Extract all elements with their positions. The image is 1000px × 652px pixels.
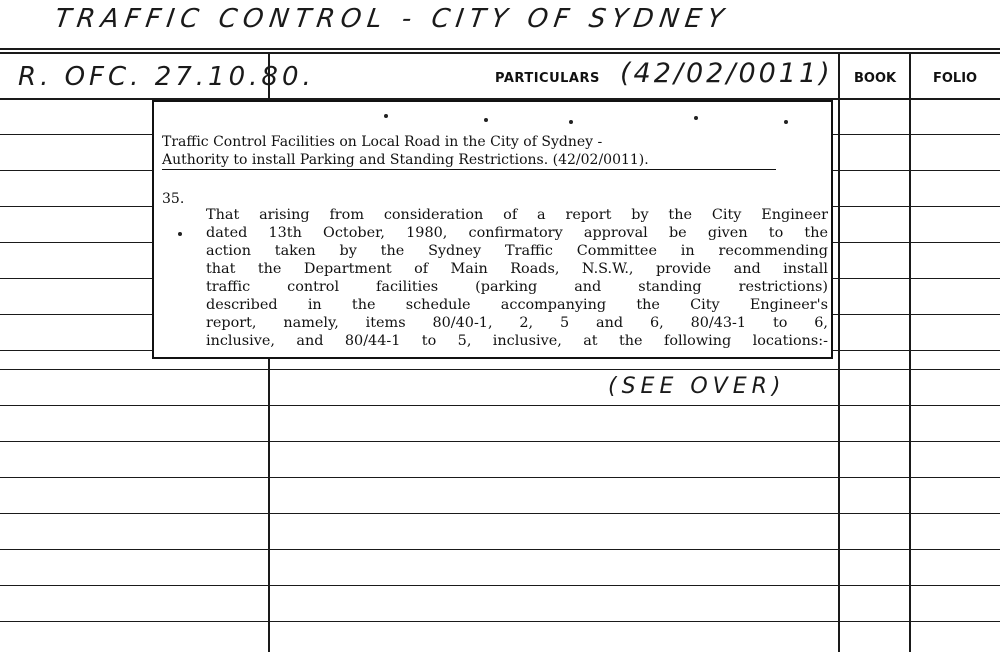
body-line: traffic control facilities (parking and standing restrictions) xyxy=(206,279,828,295)
particulars-label: PARTICULARS xyxy=(495,71,600,86)
scan-speck xyxy=(384,114,388,118)
scan-speck xyxy=(784,120,788,124)
see-over-note: (SEE OVER) xyxy=(608,374,786,399)
heading-underline xyxy=(162,169,776,170)
clipping-heading-line2: Authority to install Parking and Standing Restrictions. (42/02/0011). xyxy=(162,152,649,168)
scan-speck xyxy=(178,232,182,236)
clipping-body xyxy=(206,206,828,350)
body-line: described in the schedule accompanying the City Engineer's xyxy=(206,297,828,313)
pasted-clipping xyxy=(152,100,833,359)
body-line: That arising from consideration of a report by the City Engineer xyxy=(206,207,828,223)
body-line: action taken by the Sydney Traffic Committee in recommending xyxy=(206,243,828,259)
body-line: inclusive, and 80/44-1 to 5, inclusive, at the following locations:- xyxy=(206,333,828,349)
body-line: dated 13th October, 1980, confirmatory approval be given to the xyxy=(206,225,828,241)
card-title: TRAFFIC CONTROL - CITY OF SYDNEY xyxy=(52,4,732,34)
book-label: BOOK xyxy=(854,71,897,86)
item-number: 35. xyxy=(162,191,185,207)
body-line: report, namely, items 80/40-1, 2, 5 and 6, 80/43-1 to 6, xyxy=(206,315,828,331)
body-line: that the Department of Main Roads, N.S.W., provide and install xyxy=(206,261,828,277)
file-number: (42/02/0011) xyxy=(620,58,833,89)
scan-speck xyxy=(694,116,698,120)
scan-speck xyxy=(569,120,573,124)
folio-label: FOLIO xyxy=(933,71,978,86)
reference-date: R. OFC. 27.10.80. xyxy=(18,62,315,92)
clipping-heading-line1: Traffic Control Facilities on Local Road in the City of Sydney - xyxy=(162,134,603,150)
scan-speck xyxy=(484,118,488,122)
